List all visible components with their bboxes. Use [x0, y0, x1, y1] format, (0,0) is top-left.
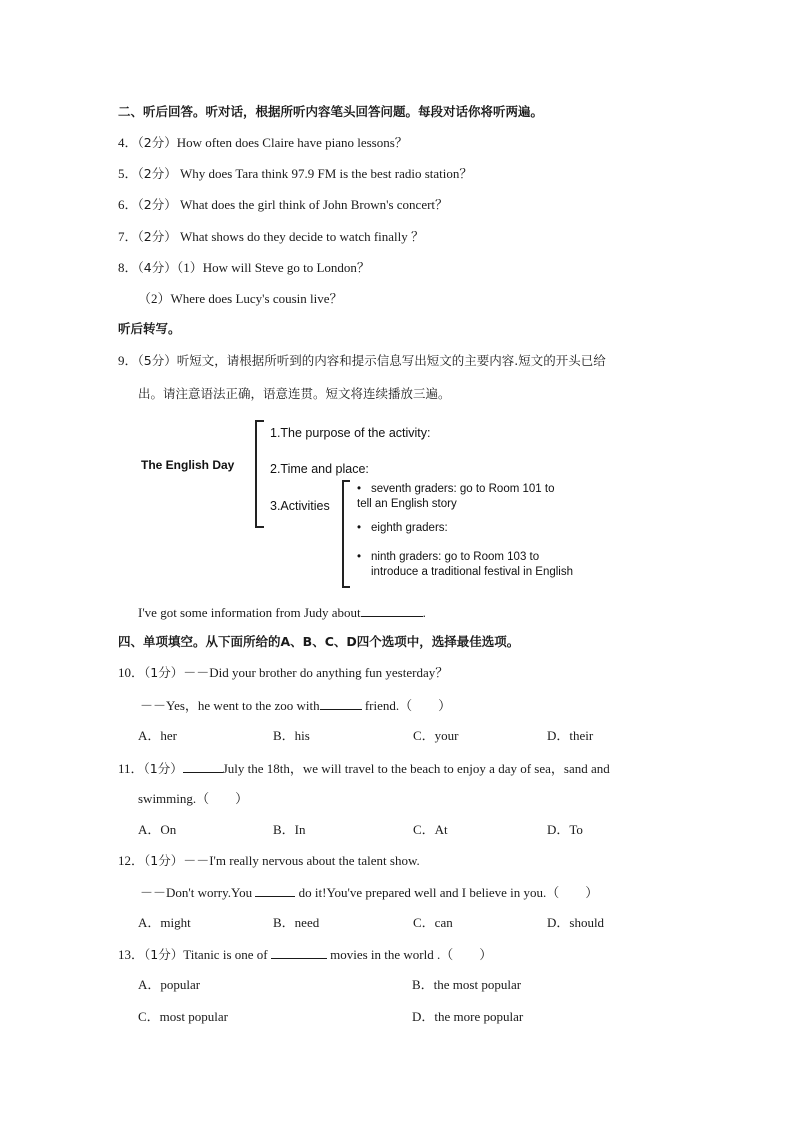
answer-blank[interactable]: [255, 883, 295, 897]
question-score: （2分）: [137, 229, 177, 244]
reply-text-end: friend.（ ）: [361, 698, 452, 713]
answer-blank[interactable]: [183, 759, 223, 773]
question-number: 6．: [118, 197, 138, 212]
option-c[interactable]: C．most popular: [138, 1009, 228, 1024]
answer-suffix: .: [422, 605, 426, 620]
question-number: 8．: [118, 260, 138, 275]
diagram-title: The English Day: [141, 458, 235, 472]
question-text: －－Did your brother do anything fun yesterday？: [183, 665, 449, 680]
diagram-item-activities: 3.Activities: [270, 499, 330, 513]
answer-blank[interactable]: [271, 945, 327, 959]
diagram-sub-seventh: seventh graders: go to Room 101 to: [371, 483, 555, 495]
question-9-instruction-cont: 出。请注意语法正确，语意连贯。短文将连续播放三遍。: [138, 386, 451, 401]
question-score: （1分）: [144, 853, 184, 868]
option-c[interactable]: C．can: [413, 915, 453, 930]
question-text: What does the girl think of John Brown's concert？: [179, 197, 449, 212]
diagram-sub-seventh-cont: tell an English story: [357, 498, 457, 510]
question-text: How often does Claire have piano lessons？: [176, 135, 408, 150]
option-a[interactable]: A．her: [138, 728, 177, 743]
question-9-answer-line: [138, 603, 426, 622]
bullet-icon: •: [357, 522, 362, 534]
diagram-sub-eighth: eighth graders:: [371, 522, 448, 534]
reply-text: －－Yes，he went to the zoo with: [140, 698, 320, 713]
diagram-sub-ninth: ninth graders: go to Room 103 to: [371, 551, 540, 563]
question-9: [118, 352, 606, 370]
option-b[interactable]: B．need: [273, 915, 320, 930]
question-8: [118, 259, 370, 277]
bullet-icon: •: [357, 483, 362, 495]
question-score: （2分）: [137, 197, 177, 212]
reply-text: －－Don't worry.You: [140, 885, 256, 900]
question-13: [118, 945, 492, 964]
diagram-sub-ninth-cont: introduce a traditional festival in English: [371, 566, 574, 578]
answer-blank[interactable]: [361, 603, 423, 617]
question-7: [118, 228, 424, 246]
question-score: （1分）: [144, 665, 184, 680]
question-score: （2分）: [137, 166, 177, 181]
option-a[interactable]: A．might: [138, 915, 191, 930]
outer-bracket: [255, 420, 264, 528]
question-10-reply: [140, 696, 451, 715]
question-number: 4．: [118, 135, 138, 150]
question-text: －－I'm really nervous about the talent show.: [183, 853, 420, 868]
question-11-cont: swimming.（ ）: [138, 791, 249, 806]
question-text: Titanic is one of: [183, 947, 271, 962]
question-number: 9．: [118, 353, 138, 368]
question-number: 7．: [118, 229, 138, 244]
option-d[interactable]: D．the more popular: [412, 1009, 524, 1024]
question-number: 11．: [118, 761, 144, 776]
inner-bracket: [342, 480, 350, 588]
question-11: [118, 759, 610, 778]
option-c[interactable]: C．At: [413, 822, 448, 837]
question-text: Why does Tara think 97.9 FM is the best radio station？: [179, 166, 473, 181]
section-3-heading: 听后转写。: [118, 321, 181, 336]
diagram-item-purpose: 1.The purpose of the activity:: [270, 426, 431, 440]
question-number: 13．: [118, 947, 145, 962]
bullet-icon: •: [357, 551, 362, 563]
section-4-heading: 四、单项填空。从下面所给的A、B、C、D四个选项中，选择最佳选项。: [118, 634, 520, 649]
diagram-item-time-place: 2.Time and place:: [270, 462, 369, 476]
question-instruction: 听短文，请根据所听到的内容和提示信息写出短文的主要内容.短文的开头已给: [176, 353, 606, 368]
question-text: What shows do they decide to watch finally ？: [179, 229, 425, 244]
english-day-diagram: [137, 412, 607, 592]
option-c[interactable]: C．your: [413, 728, 459, 743]
question-number: 5．: [118, 166, 138, 181]
option-a[interactable]: A．On: [138, 822, 177, 837]
question-4: [118, 134, 408, 152]
section-2-heading: 二、听后回答。听对话，根据所听内容笔头回答问题。每段对话你将听两遍。: [118, 104, 544, 119]
option-b[interactable]: B．his: [273, 728, 310, 743]
question-12-reply: [140, 883, 598, 902]
question-score: （2分）: [137, 135, 177, 150]
question-number: 12．: [118, 853, 145, 868]
question-5: [118, 165, 472, 183]
answer-prefix: I've got some information from Judy about: [138, 605, 361, 620]
question-part-1: （1）How will Steve go to London？: [176, 260, 370, 275]
question-score: （1分）: [144, 947, 184, 962]
question-score: （1分）: [143, 761, 183, 776]
option-b[interactable]: B．the most popular: [412, 977, 522, 992]
question-10: [118, 664, 448, 682]
option-d[interactable]: D．should: [547, 915, 605, 930]
option-d[interactable]: D．their: [547, 728, 594, 743]
question-score: （4分）: [137, 260, 177, 275]
question-6: [118, 196, 448, 214]
question-score: （5分）: [137, 353, 177, 368]
question-text-end: movies in the world .（ ）: [326, 947, 493, 962]
answer-blank[interactable]: [320, 696, 362, 710]
question-number: 10．: [118, 665, 145, 680]
option-d[interactable]: D．To: [547, 822, 583, 837]
question-8-part-2: （2）Where does Lucy's cousin live？: [138, 291, 343, 306]
question-12: [118, 852, 420, 870]
reply-text-end: do it!You've prepared well and I believe in you.（ ）: [295, 885, 599, 900]
option-b[interactable]: B．In: [273, 822, 306, 837]
option-a[interactable]: A．popular: [138, 977, 201, 992]
question-text: July the 18th，we will travel to the beach to enjoy a day of sea，sand and: [222, 761, 610, 776]
